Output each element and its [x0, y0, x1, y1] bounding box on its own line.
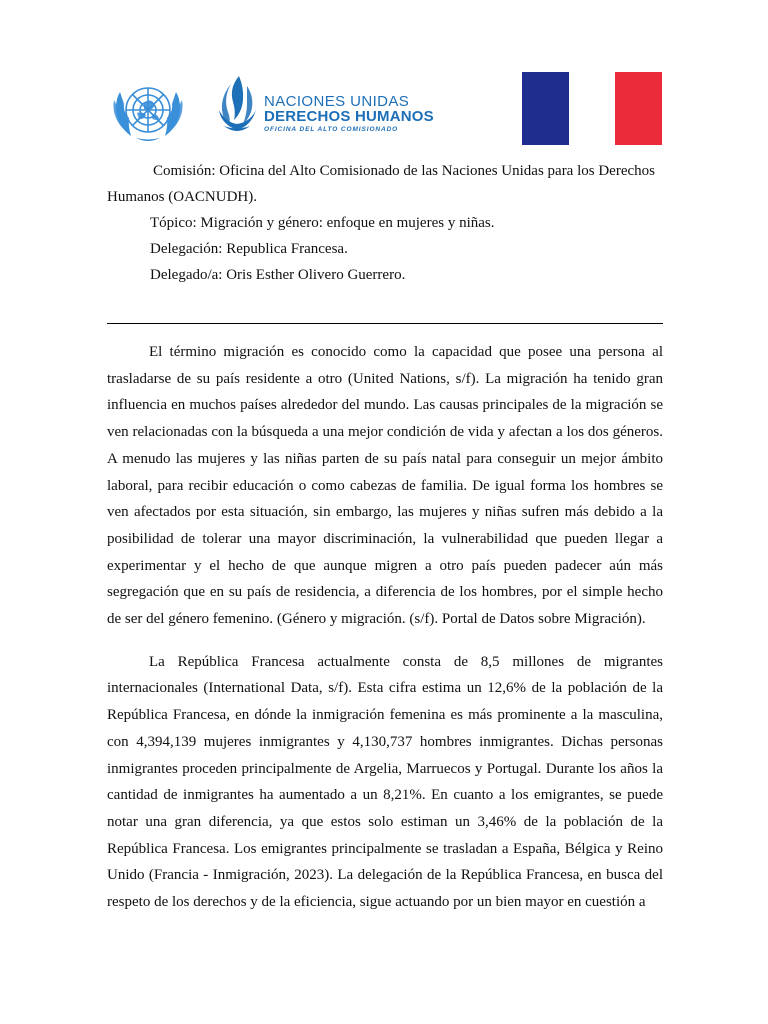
flag-blue-stripe: [522, 72, 569, 145]
paragraph: La República Francesa actualmente consta de 8,5 millones de migrantes internacionales (International Data, s/f). Esta cifra estima un 12,6% de la población de la República Francesa, en dónde la inmigración femenina es más prominente a la masculina, con 4,394,139 mujeres inmigrantes y 4,130,737 hombres inmigrantes. Dichas personas inmigrantes proceden principalmente de Argelia, Marruecos y Portugal. Durante los años la cantidad de inmigrantes ha aumentado a un 8,21%. En cuanto a los emigrantes, se puede notar una gran diferencia, ya que estos solo estiman un 3,46% de la población de la República Francesa. Los emigrantes principalmente se trasladan a España, Bélgica y Reino Unido (Francia - Inmigración, 2023). La delegación de la República Francesa, en busca del respeto de los derechos y de la eficiencia, sigue actuando por un bien mayor en cuestión a: [107, 653, 663, 911]
france-flag-icon: [522, 72, 662, 145]
un-emblem-icon: [106, 74, 190, 148]
commission-line: Comisión: Oficina del Alto Comisionado de las Naciones Unidas para los Derechos Humanos (OACNUDH).: [107, 163, 655, 205]
ohchr-flame-logo-icon: [214, 74, 260, 136]
letterhead: [0, 0, 768, 160]
flag-red-stripe: [615, 72, 662, 145]
document-body: [107, 339, 663, 932]
ohchr-logo-line2: DERECHOS HUMANOS: [264, 108, 434, 125]
paragraph: El término migración es conocido como la capacidad que posee una persona al trasladarse de su país residente a otro (United Nations, s/f). La migración ha tenido gran influencia en muchos países alrededor del mundo. Las causas principales de la migración se ven relacionadas con la búsqueda a una mejor condición de vida y afectan a los dos géneros. A menudo las mujeres y las niñas parten de su país natal para conseguir un mejor ámbito laboral, para recibir educación o como cabezas de familia. De igual forma los hombres se ven afectados por esta situación, sin embargo, las mujeres y niñas sufren más debido a la posibilidad de tolerar una mayor discriminación, la vulnerabilidad que pueden llegar a experimentar y el hecho de que aunque migren a otro país pueden padecer aún más segregación que en su país de residencia, a diferencia de los hombres, por el simple hecho de ser del género femenino. (Género y migración. (s/f). Portal de Datos sobre Migración).: [107, 344, 663, 628]
ohchr-logo-line1: NACIONES UNIDAS: [264, 93, 410, 110]
horizontal-divider: [107, 323, 663, 324]
delegation-line: Delegación: Republica Francesa.: [150, 241, 348, 257]
ohchr-logo-text: [264, 94, 434, 135]
document-metadata: [107, 158, 663, 288]
delegate-line: Delegado/a: Oris Esther Olivero Guerrero.: [150, 267, 406, 283]
flag-white-stripe: [569, 72, 615, 145]
ohchr-logo-line3: OFICINA DEL ALTO COMISIONADO: [264, 126, 399, 133]
topic-line: Tópico: Migración y género: enfoque en mujeres y niñas.: [150, 215, 495, 231]
